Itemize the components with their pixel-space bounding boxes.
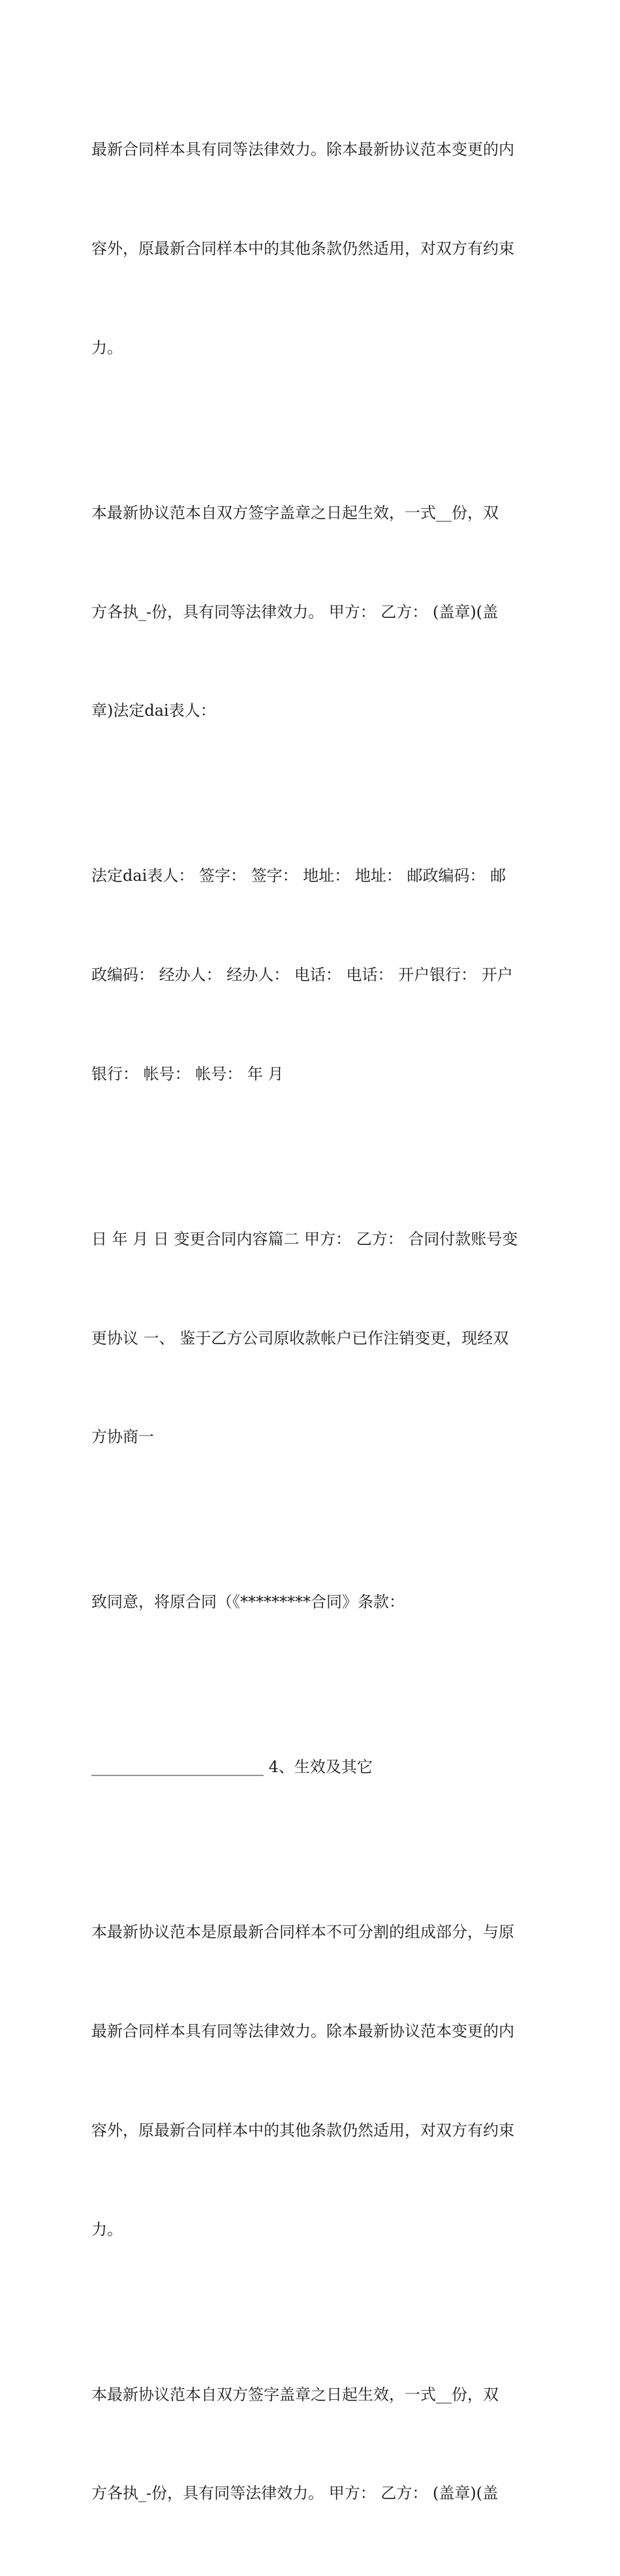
text-line: ______________________ 4、生效及其它 — [91, 1758, 373, 1777]
paragraph-3 — [91, 793, 535, 1157]
paragraph-1 — [91, 67, 535, 431]
paragraph-5 — [91, 1520, 535, 1685]
text-line: 政编码： 经办人： 经办人： 电话： 电话： 开户银行： 开户 — [91, 966, 513, 985]
text-line: 容外，原最新合同样本中的其他条款仍然适用，对双方有约束 — [91, 239, 514, 258]
text-line: 本最新协议范本自双方签字盖章之日起生效，一式__份，双 — [91, 503, 499, 522]
text-line: 法定dai表人： 签字： 签字： 地址： 地址： 邮政编码： 邮 — [91, 866, 506, 885]
text-line: 更协议 一、 鉴于乙方公司原收款帐户已作注销变更，现经双 — [91, 1328, 509, 1347]
text-line: 方协商一 — [91, 1428, 154, 1447]
text-line: 最新合同样本具有同等法律效力。除本最新协议范本变更的内 — [91, 2022, 514, 2041]
text-line: 致同意，将原合同（《*********合同》条款： — [91, 1593, 405, 1612]
paragraph-8 — [91, 2312, 535, 2576]
text-line: 力。 — [91, 338, 123, 357]
text-line: 力。 — [91, 2220, 123, 2239]
paragraph-4 — [91, 1157, 535, 1520]
text-line: 方各执_-份，具有同等法律效力。 甲方： 乙方： (盖章)(盖 — [91, 2484, 499, 2503]
text-line: 银行： 帐号： 帐号： 年 月 — [91, 1064, 284, 1083]
text-line: 章)法定dai表人： — [91, 701, 216, 720]
paragraph-7 — [91, 1850, 535, 2312]
paragraph-2 — [91, 431, 535, 794]
paragraph-6 — [91, 1685, 535, 1850]
text-line: 日 年 月 日 变更合同内容篇二 甲方： 乙方： 合同付款账号变 — [91, 1229, 518, 1248]
text-line: 本最新协议范本是原最新合同样本不可分割的组成部分，与原 — [91, 1923, 514, 1942]
text-line: 容外，原最新合同样本中的其他条款仍然适用，对双方有约束 — [91, 2121, 514, 2139]
document-body — [91, 67, 535, 2576]
text-line: 本最新协议范本自双方签字盖章之日起生效，一式__份，双 — [91, 2385, 499, 2404]
text-line: 方各执_-份，具有同等法律效力。 甲方： 乙方： (盖章)(盖 — [91, 602, 499, 621]
text-line: 最新合同样本具有同等法律效力。除本最新协议范本变更的内 — [91, 140, 514, 159]
